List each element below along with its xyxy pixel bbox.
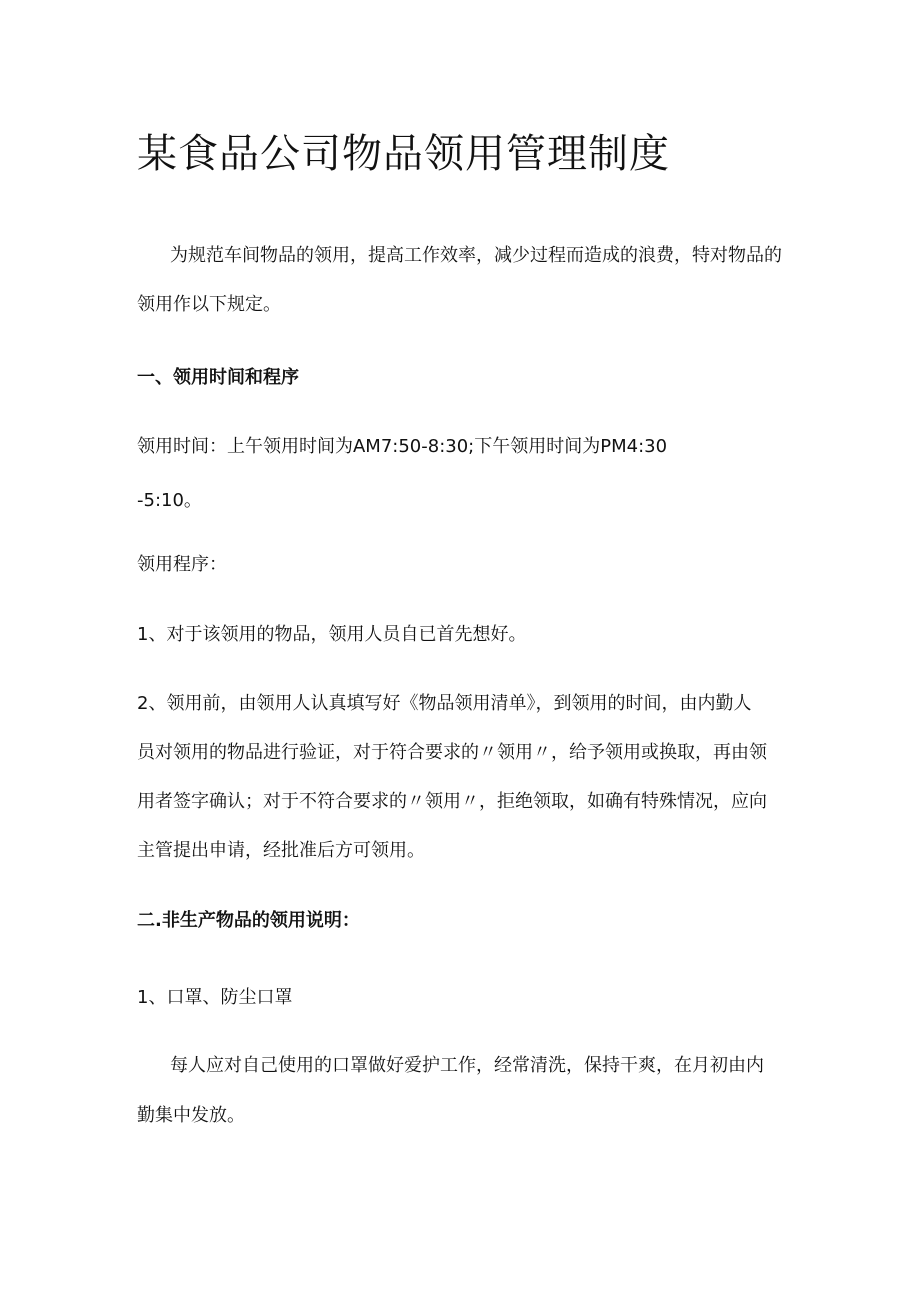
- section2-item-1-title: 1、口罩、防尘口罩: [137, 987, 293, 1008]
- intro-line-2: 领用作以下规定。: [137, 294, 281, 315]
- intro-line-1: 为规范车间物品的领用，提高工作效率，减少过程而造成的浪费，特对物品的: [170, 245, 782, 266]
- procedure-item-2-line-2: 员对领用的物品进行验证，对于符合要求的〃领用〃，给予领用或换取，再由领: [137, 742, 767, 763]
- section1-heading: 一、领用时间和程序: [137, 367, 299, 388]
- section2-heading: 二.非生产物品的领用说明：: [137, 910, 360, 931]
- procedure-label: 领用程序：: [137, 554, 227, 575]
- document-title: 某食品公司物品领用管理制度: [137, 131, 670, 177]
- time-line-1: 领用时间：上午领用时间为AM7:50-8:30;下午领用时间为PM4:30: [137, 436, 668, 457]
- procedure-item-2-line-3: 用者签字确认；对于不符合要求的〃领用〃，拒绝领取，如确有特殊情况，应向: [137, 791, 767, 812]
- procedure-item-1: 1、对于该领用的物品，领用人员自已首先想好。: [137, 624, 527, 645]
- procedure-item-2-line-4: 主管提出申请，经批准后方可领用。: [137, 840, 425, 861]
- section2-item-1-body-line-2: 勤集中发放。: [137, 1105, 245, 1126]
- time-line-2: -5:10。: [137, 490, 202, 511]
- section2-item-1-body-line-1: 每人应对自己使用的口罩做好爱护工作，经常清洗，保持干爽，在月初由内: [170, 1055, 764, 1076]
- procedure-item-2-line-1: 2、领用前，由领用人认真填写好《物品领用清单》，到领用的时间，由内勤人: [137, 693, 752, 714]
